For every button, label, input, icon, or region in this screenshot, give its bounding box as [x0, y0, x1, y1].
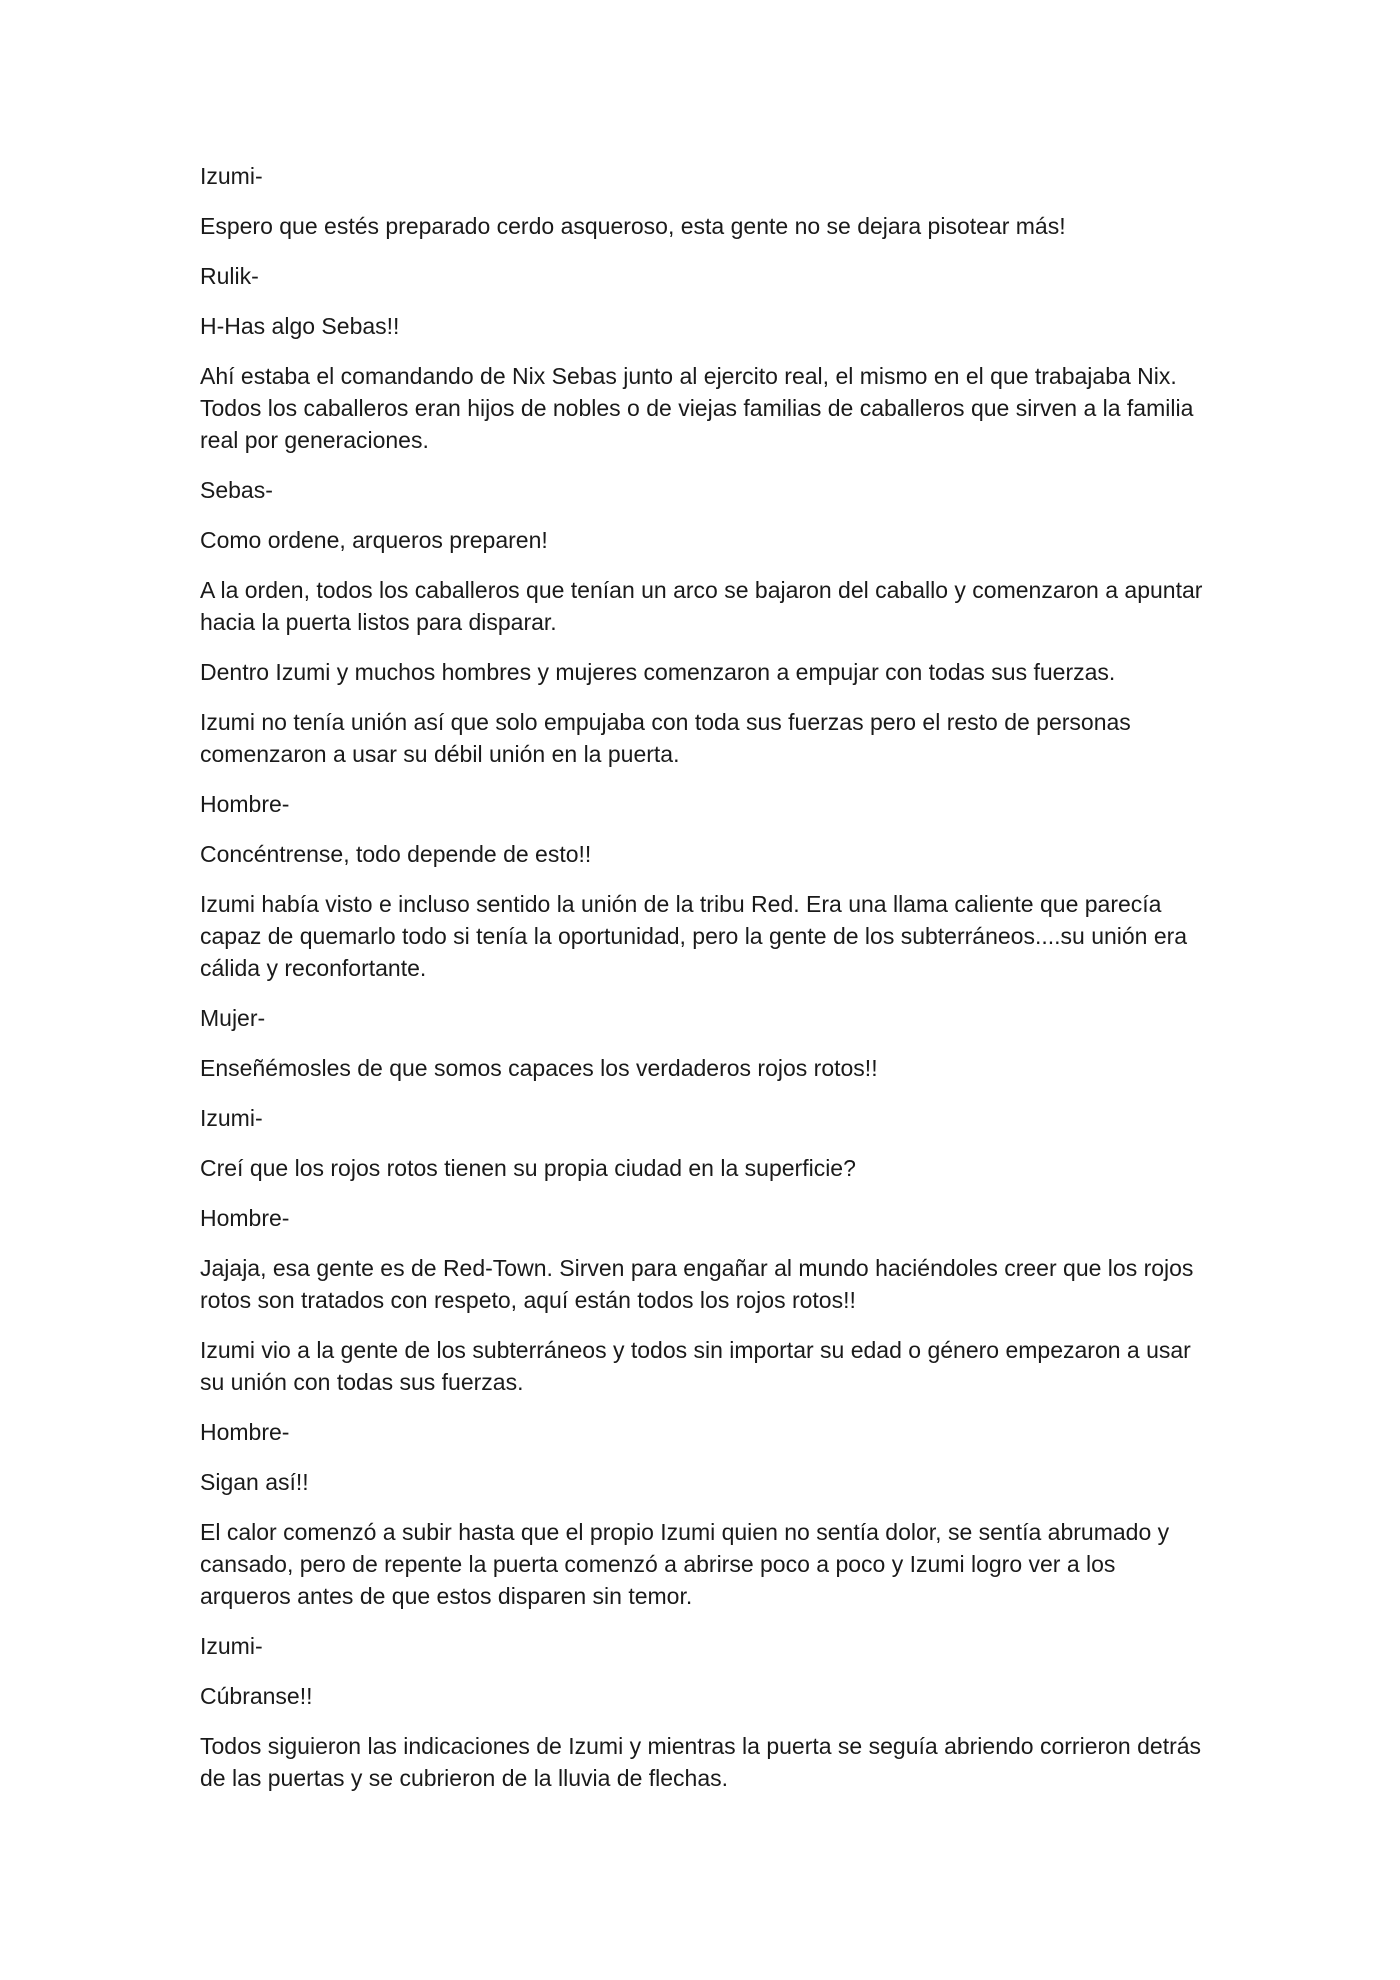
narration-paragraph: Izumi vio a la gente de los subterráneos y todos sin importar su edad o género empezaron a usar su unión con todas sus fuerzas. — [200, 1337, 1191, 1395]
speaker-label: Izumi- — [200, 1633, 263, 1659]
narration-paragraph: Izumi había visto e incluso sentido la unión de la tribu Red. Era una llama caliente que parecía capaz de quemarlo todo si tenía la oportunidad, pero la gente de los subterráneos....su unión era cálida y reconfortante. — [200, 891, 1188, 981]
narration-paragraph: Todos siguieron las indicaciones de Izumi y mientras la puerta se seguía abriendo corrieron detrás de las puertas y se cubrieron de la lluvia de flechas. — [200, 1733, 1202, 1791]
document-page — [200, 160, 1205, 1812]
dialogue-line: Como ordene, arqueros preparen! — [200, 527, 548, 553]
narration-paragraph: Ahí estaba el comandando de Nix Sebas junto al ejercito real, el mismo en el que trabajaba Nix. Todos los caballeros eran hijos de nobles o de viejas familias de caballeros que sirven a la familia real por generaciones. — [200, 363, 1194, 453]
narration-paragraph: El calor comenzó a subir hasta que el propio Izumi quien no sentía dolor, se sentía abrumado y cansado, pero de repente la puerta comenzó a abrirse poco a poco y Izumi logro ver a los arqueros antes de que estos disparen sin temor. — [200, 1519, 1170, 1609]
dialogue-line: Jajaja, esa gente es de Red-Town. Sirven para engañar al mundo haciéndoles creer que los rojos rotos son tratados con respeto, aquí están todos los rojos rotos!! — [200, 1255, 1194, 1313]
dialogue-line: Cúbranse!! — [200, 1683, 313, 1709]
speaker-label: Hombre- — [200, 791, 290, 817]
speaker-label: Hombre- — [200, 1419, 290, 1445]
dialogue-line: H-Has algo Sebas!! — [200, 313, 400, 339]
speaker-label: Izumi- — [200, 163, 263, 189]
speaker-label: Izumi- — [200, 1105, 263, 1131]
narration-paragraph: Dentro Izumi y muchos hombres y mujeres comenzaron a empujar con todas sus fuerzas. — [200, 659, 1116, 685]
dialogue-line: Enseñémosles de que somos capaces los verdaderos rojos rotos!! — [200, 1055, 878, 1081]
speaker-label: Sebas- — [200, 477, 273, 503]
dialogue-line: Sigan así!! — [200, 1469, 309, 1495]
speaker-label: Mujer- — [200, 1005, 266, 1031]
speaker-label: Hombre- — [200, 1205, 290, 1231]
speaker-label: Rulik- — [200, 263, 259, 289]
dialogue-line: Concéntrense, todo depende de esto!! — [200, 841, 592, 867]
dialogue-line: Espero que estés preparado cerdo asqueroso, esta gente no se dejara pisotear más! — [200, 213, 1066, 239]
narration-paragraph: Izumi no tenía unión así que solo empujaba con toda sus fuerzas pero el resto de personas comenzaron a usar su débil unión en la puerta. — [200, 709, 1131, 767]
dialogue-line: Creí que los rojos rotos tienen su propia ciudad en la superficie? — [200, 1155, 856, 1181]
narration-paragraph: A la orden, todos los caballeros que tenían un arco se bajaron del caballo y comenzaron a apuntar hacia la puerta listos para disparar. — [200, 577, 1203, 635]
